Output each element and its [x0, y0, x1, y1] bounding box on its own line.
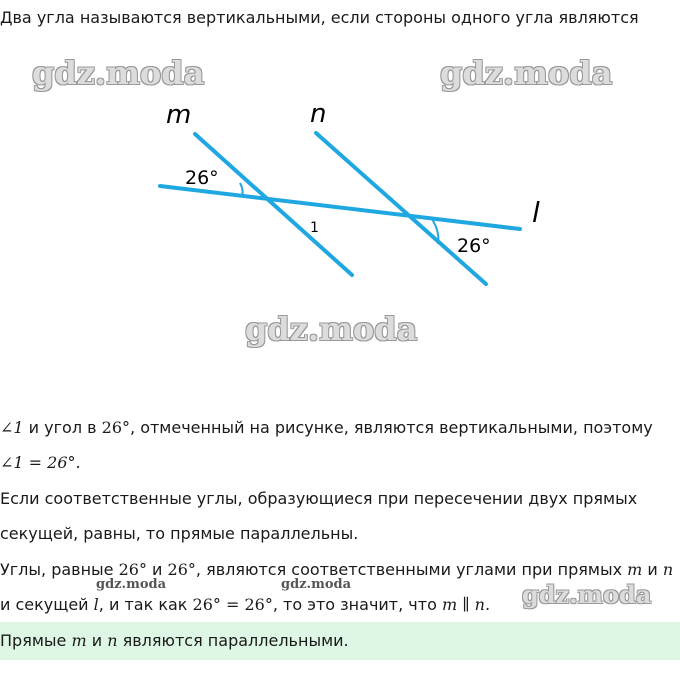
p4-text-a: и секущей [0, 595, 94, 614]
p3-text-b: , являются соответственными углами при прямых [195, 560, 628, 579]
p1-text-a: и угол в [23, 418, 102, 437]
conclusion-text [0, 631, 349, 650]
p4-text-c: , то это значит, что [272, 595, 442, 614]
conclusion-text-b: являются параллельными. [117, 631, 349, 650]
p1-degree: 26° [101, 418, 131, 437]
angle-1-symbol: ∠1 [0, 418, 24, 437]
p4-text-b: , и так как [98, 595, 193, 614]
watermark-logo: gdz.moda [281, 577, 352, 592]
label-n: n [310, 99, 327, 129]
line-l [160, 186, 520, 229]
angle-label-bottom: 26° [457, 235, 491, 257]
paragraph-4 [0, 595, 490, 614]
watermark-logo: gdz.moda [32, 54, 205, 92]
conclusion-and: и [86, 631, 108, 650]
watermark-logo: gdz.moda [522, 580, 652, 609]
p3-and-2: и [642, 560, 663, 579]
p4-l: l [93, 595, 99, 614]
p3-m: m [627, 560, 643, 579]
label-m: m [166, 100, 192, 130]
paragraph-1 [0, 418, 653, 437]
paragraph-2-line-2: секущей, равны, то прямые параллельны. [0, 524, 359, 543]
label-angle-1: 1 [310, 220, 319, 236]
watermark-logo: gdz.moda [96, 577, 167, 592]
conclusion-m: m [71, 631, 87, 650]
watermark-logo: gdz.moda [440, 54, 613, 92]
p3-text-a: Углы, равные [0, 560, 119, 579]
angle-label-top: 26° [185, 167, 219, 189]
intro-text: Два угла называются вертикальными, если стороны одного угла являются [0, 8, 639, 27]
paragraph-2-line-1: Если соответственные углы, образующиеся при пересечении двух прямых [0, 489, 638, 508]
p4-parallel: m ∥ n. [441, 595, 491, 614]
p3-n: n [662, 560, 674, 579]
equation-angle1: ∠1 = 26°. [0, 453, 81, 472]
p4-equation: 26° = 26° [192, 595, 273, 614]
conclusion-text-a: Прямые [0, 631, 72, 650]
label-l: l [532, 196, 540, 229]
p3-degree-1: 26° [118, 560, 147, 579]
conclusion-n: n [107, 631, 118, 650]
watermark-logo: gdz.moda [245, 310, 418, 348]
p3-and: и [146, 560, 168, 579]
p3-degree-2: 26° [167, 560, 196, 579]
p1-text-b: , отмеченный на рисунке, являются вертикальными, поэтому [130, 418, 653, 437]
